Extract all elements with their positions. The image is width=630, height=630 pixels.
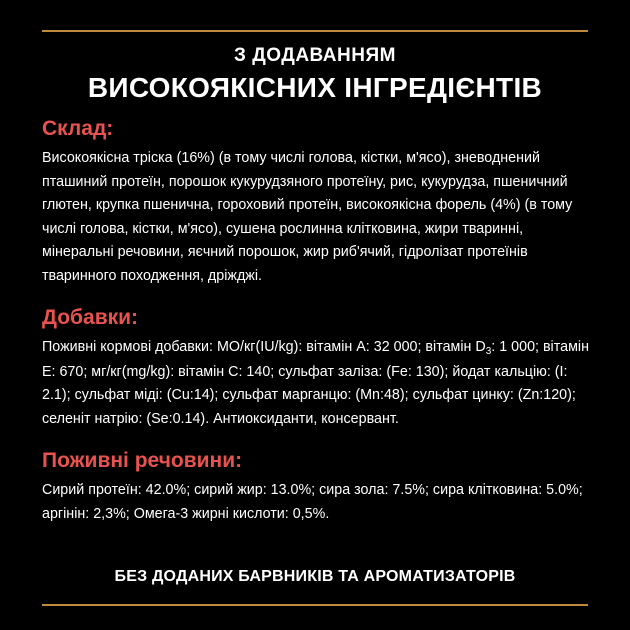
additives-subscript: 3	[485, 346, 492, 357]
section-additives-title: Добавки:	[42, 306, 139, 329]
bottom-divider	[42, 604, 588, 606]
section-nutrients-title: Поживні речовини:	[42, 449, 243, 472]
title-line-1: З ДОДАВАННЯМ	[234, 45, 396, 66]
title-line-2: ВИСОКОЯКІСНИХ ІНГРЕДІЄНТІВ	[87, 72, 543, 103]
additives-text-prefix: Поживні кормові добавки: МО/кг(IU/kg): вітамін A: 32 000; вітамін D	[42, 339, 486, 355]
footer-claim: БЕЗ ДОДАНИХ БАРВНИКІВ ТА АРОМАТИЗАТОРІВ	[114, 568, 516, 585]
section-nutrients-body: Сирий протеїн: 42.0%; сирий жир: 13.0%; сира зола: 7.5%; сира клітковина: 5.0%; аргінін: 2,3%; Омега-3 жирні кислоти: 0,5%.	[42, 482, 583, 522]
section-composition-title: Склад:	[42, 117, 114, 140]
section-additives	[42, 304, 594, 431]
spacer-2	[42, 435, 594, 447]
top-divider	[42, 30, 588, 32]
ingredients-content	[42, 115, 594, 530]
section-nutrients	[42, 447, 594, 526]
section-additives-body	[42, 336, 594, 431]
spacer-1	[42, 292, 594, 304]
page-title	[0, 44, 630, 106]
additives-text-suffix: : 1 000; вітамін E: 670; мг/кг(mg/kg): вітамін C: 140; сульфат заліза: (Fe: 130); йодат кальцію: (I: 2.1); сульфат міді: (Cu:14); сульфат марганцю: (Mn:48); сульфат цинку: (Zn:120); селеніт натрію: (Se:0.14). Антиоксиданти, консервант.	[42, 339, 589, 427]
section-composition	[42, 115, 594, 288]
section-composition-body: Високоякісна тріска (16%) (в тому числі голова, кістки, м'ясо), зневоднений пташиний протеїн, порошок кукурудзяного протеїну, рис, кукурудза, пшеничний глютен, крупка пшенична, гороховий протеїн, високоякісна форель (4%) (в тому числі голова, кістки, м'ясо), сушена рослинна клітковина, жири тваринні, мінеральні речовини, яєчний порошок, жир риб'ячий, гідролізат протеїнів тваринного походження, дріжджі.	[42, 150, 573, 284]
